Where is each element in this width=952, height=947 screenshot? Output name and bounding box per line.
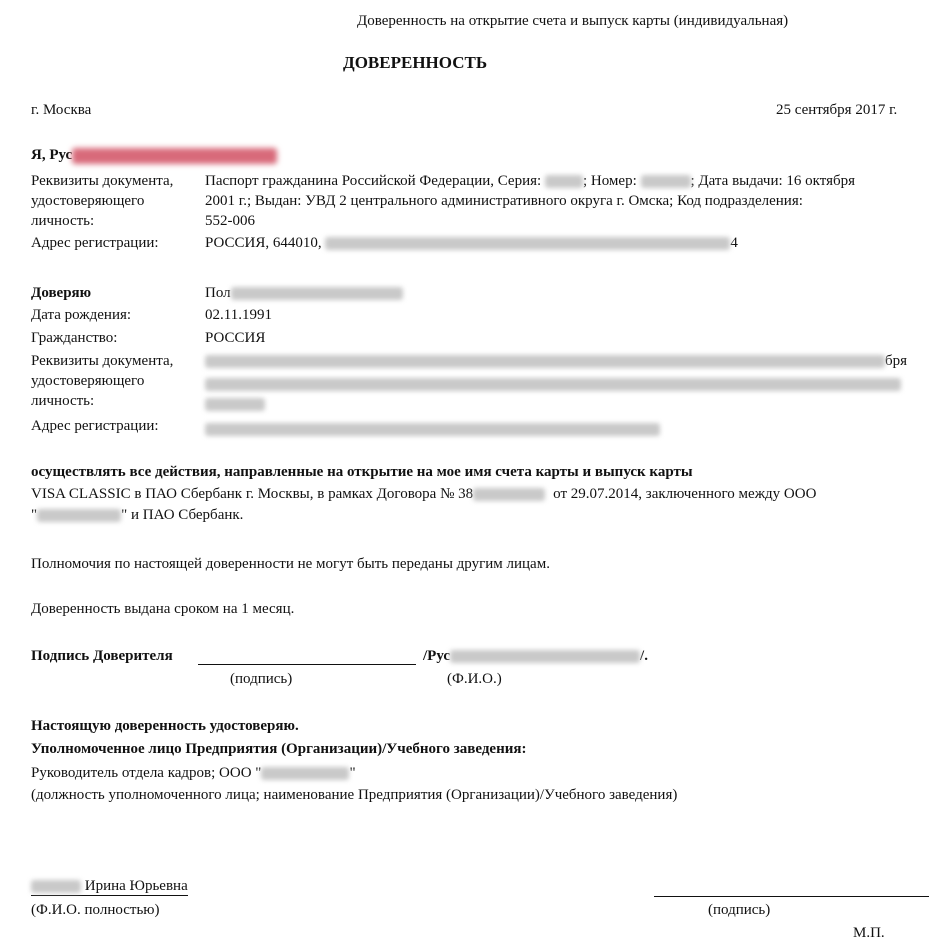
redacted-company-name bbox=[37, 509, 121, 522]
redacted-trustee-name bbox=[231, 287, 403, 300]
certifier-name bbox=[31, 878, 188, 896]
signature-label: Подпись Доверителя bbox=[31, 648, 173, 664]
principal-doc-label-3: личность: bbox=[31, 213, 95, 229]
principal-address-label: Адрес регистрации: bbox=[31, 235, 159, 251]
trustee-name bbox=[205, 283, 403, 303]
term-statement: Доверенность выдана сроком на 1 месяц. bbox=[31, 601, 295, 617]
trustee-doc-label-3: личность: bbox=[31, 393, 95, 409]
redacted-number bbox=[641, 175, 691, 188]
principal-doc-label-2: удостоверяющего bbox=[31, 193, 145, 209]
principal-passport-line1 bbox=[205, 171, 855, 191]
passport-series-label: Паспорт гражданина Российской Федерации, Серия: bbox=[205, 173, 542, 189]
trustee-citizenship-label: Гражданство: bbox=[31, 330, 118, 346]
certifier-position bbox=[31, 765, 356, 782]
certification-line1: Настоящую доверенность удостоверяю. bbox=[31, 718, 299, 734]
principal-name-prefix: Я, Рус bbox=[31, 147, 73, 163]
redacted-principal-name bbox=[72, 148, 277, 164]
action-statement: осуществлять все действия, направленные на открытие на мое имя счета карты и выпуск карты bbox=[31, 464, 693, 480]
document-date: 25 сентября 2017 г. bbox=[776, 102, 898, 118]
redacted-principal-address bbox=[325, 237, 730, 250]
trustee-birth-label: Дата рождения: bbox=[31, 307, 132, 323]
redacted-trustee-doc-2 bbox=[205, 378, 901, 391]
company-quote-open: " bbox=[31, 507, 38, 523]
redacted-certifier-surname bbox=[31, 880, 81, 893]
certifier-signature-line[interactable] bbox=[654, 896, 929, 897]
trustee-doc-line1 bbox=[205, 351, 907, 371]
document-subtitle: Доверенность на открытие счета и выпуск карты (индивидуальная) bbox=[357, 13, 789, 29]
passport-number-label: ; Номер: bbox=[582, 173, 637, 189]
principal-doc-label-1: Реквизиты документа, bbox=[31, 173, 174, 189]
signature-name bbox=[423, 648, 648, 665]
action-line2 bbox=[31, 486, 816, 503]
city: г. Москва bbox=[31, 102, 92, 118]
trustee-label: Доверяю bbox=[31, 285, 92, 301]
certifier-first-name: Ирина Юрьевна bbox=[84, 878, 188, 894]
position-caption: (должность уполномоченного лица; наименование Предприятия (Организации)/Учебного заведения) bbox=[31, 787, 678, 803]
certifier-sign-caption: (подпись) bbox=[708, 902, 771, 918]
principal-passport-line2: 2001 г.; Выдан: УВД 2 центрального административного округа г. Омска; Код подразделения: bbox=[205, 193, 803, 209]
certifier-fio-caption: (Ф.И.О. полностью) bbox=[31, 902, 160, 918]
trustee-address bbox=[205, 420, 660, 438]
principal-address-prefix: РОССИЯ, 644010, bbox=[205, 235, 322, 251]
certification-line2: Уполномоченное лицо Предприятия (Организации)/Учебного заведения: bbox=[31, 741, 527, 757]
stamp-placeholder: М.П. bbox=[853, 925, 885, 941]
redacted-series bbox=[545, 175, 583, 188]
principal-name-line bbox=[31, 147, 277, 164]
action-line3 bbox=[31, 507, 243, 524]
fio-caption: (Ф.И.О.) bbox=[447, 671, 502, 687]
redacted-trustee-address bbox=[205, 423, 660, 436]
certifier-name-underlined bbox=[31, 878, 188, 896]
contract-date-text: от 29.07.2014, заключенного между ООО bbox=[553, 486, 817, 502]
signature-name-suffix: /. bbox=[640, 648, 648, 664]
signature-name-prefix: /Рус bbox=[423, 648, 451, 664]
trustee-citizenship-value: РОССИЯ bbox=[205, 330, 266, 346]
certifier-quote-close: " bbox=[349, 765, 356, 781]
redacted-trustee-doc-3 bbox=[205, 398, 265, 411]
certifier-position-text: Руководитель отдела кадров; ООО " bbox=[31, 765, 262, 781]
principal-passport-line3: 552-006 bbox=[205, 213, 255, 229]
passport-issue-date: ; Дата выдачи: 16 октября bbox=[690, 173, 856, 189]
trustee-doc-line3 bbox=[205, 395, 265, 413]
redacted-trustee-doc-1 bbox=[205, 355, 885, 368]
redacted-certifier-company bbox=[261, 767, 349, 780]
trustee-doc-label-1: Реквизиты документа, bbox=[31, 353, 174, 369]
trustee-doc-label-2: удостоверяющего bbox=[31, 373, 145, 389]
redacted-contract-number bbox=[473, 488, 545, 501]
principal-address-suffix: 4 bbox=[730, 235, 738, 251]
trustee-birth-value: 02.11.1991 bbox=[205, 307, 272, 323]
signature-line[interactable] bbox=[198, 664, 416, 665]
trustee-name-prefix: Пол bbox=[205, 285, 231, 301]
trustee-address-label: Адрес регистрации: bbox=[31, 418, 159, 434]
powers-statement: Полномочия по настоящей доверенности не могут быть переданы другим лицам. bbox=[31, 556, 550, 572]
company-bank-text: " и ПАО Сбербанк. bbox=[121, 507, 244, 523]
redacted-signature-name bbox=[450, 650, 640, 663]
trustee-doc-end: бря bbox=[885, 353, 908, 369]
contract-text: VISA CLASSIC в ПАО Сбербанк г. Москвы, в рамках Договора № 38 bbox=[31, 486, 474, 502]
trustee-doc-line2 bbox=[205, 375, 901, 393]
document-title: ДОВЕРЕННОСТЬ bbox=[343, 53, 488, 72]
principal-address bbox=[205, 233, 738, 253]
signature-caption: (подпись) bbox=[230, 671, 293, 687]
